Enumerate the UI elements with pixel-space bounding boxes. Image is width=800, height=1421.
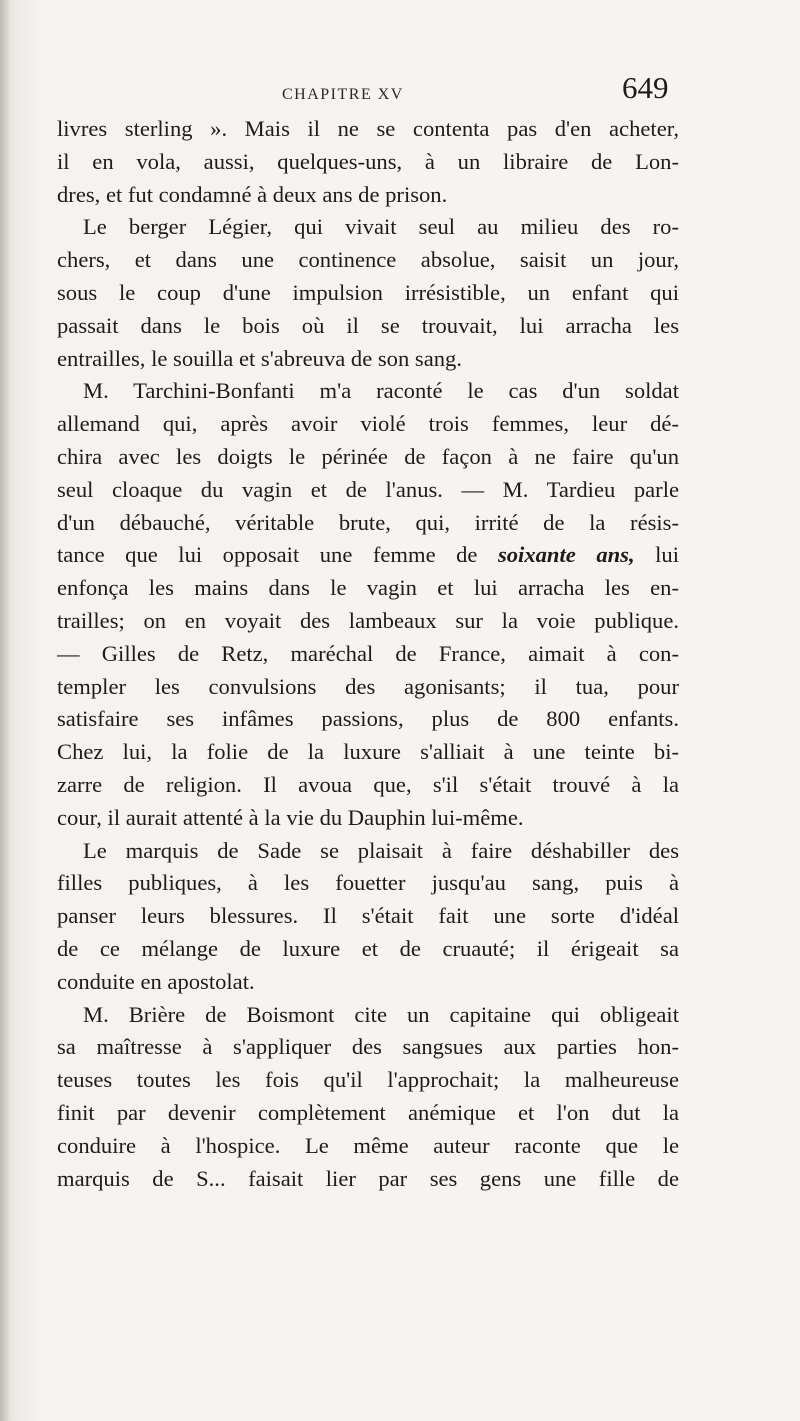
text-run: lui <box>634 542 679 568</box>
text-line: passait dans le bois où il se trouvait, lui arracha les <box>57 312 679 338</box>
text-line: Le marquis de Sade se plaisait à faire déshabiller des <box>83 837 679 863</box>
text-line: zarre de religion. Il avoua que, s'il s'était trouvé à la <box>57 771 679 797</box>
text-line: marquis de S... faisait lier par ses gens une fille de <box>57 1165 679 1191</box>
text-line: panser leurs blessures. Il s'était fait une sorte d'idéal <box>57 903 679 929</box>
binding-gutter-shadow <box>0 0 10 1421</box>
text-line <box>57 539 679 572</box>
text-line: dres, et fut condamné à deux ans de prison. <box>57 181 448 207</box>
text-line: il en vola, aussi, quelques-uns, à un libraire de Lon- <box>57 148 679 174</box>
text-run: tance que lui opposait une femme de <box>57 542 498 568</box>
text-line: conduite en apostolat. <box>57 968 255 994</box>
text-line: chers, et dans une continence absolue, saisit un jour, <box>57 247 679 273</box>
text-line: teuses toutes les fois qu'il l'approchait; la malheureuse <box>57 1067 679 1093</box>
text-line: enfonça les mains dans le vagin et lui arracha les en- <box>57 575 679 601</box>
text-line: satisfaire ses infâmes passions, plus de 800 enfants. <box>57 706 679 732</box>
emphasis-text: soixante ans, <box>497 542 635 568</box>
text-line: chira avec les doigts le périnée de façon à ne faire qu'un <box>57 443 679 469</box>
text-line: entrailles, le souilla et s'abreuva de son sang. <box>57 345 462 371</box>
text-line: M. Tarchini-Bonfanti m'a raconté le cas d'un soldat <box>83 378 679 404</box>
body-text <box>57 113 679 1195</box>
text-line: de ce mélange de luxure et de cruauté; il érigeait sa <box>57 935 679 961</box>
page-number: 649 <box>622 70 669 105</box>
text-line: Chez lui, la folie de la luxure s'alliait à une teinte bi- <box>57 739 679 765</box>
text-line: — Gilles de Retz, maréchal de France, aimait à con- <box>57 640 679 666</box>
text-line: Le berger Légier, qui vivait seul au milieu des ro- <box>83 214 679 240</box>
text-line: templer les convulsions des agonisants; il tua, pour <box>57 673 679 699</box>
text-line: seul cloaque du vagin et de l'anus. — M. Tardieu parle <box>57 476 679 502</box>
text-line: d'un débauché, véritable brute, qui, irrité de la résis- <box>57 509 679 535</box>
text-line: trailles; on en voyait des lambeaux sur la voie publique. <box>57 607 679 633</box>
running-head: CHAPITRE XV <box>282 86 404 103</box>
text-line: cour, il aurait attenté à la vie du Dauphin lui-même. <box>57 804 524 830</box>
text-line: sa maîtresse à s'appliquer des sangsues aux parties hon- <box>57 1034 679 1060</box>
text-line: sous le coup d'une impulsion irrésistible, un enfant qui <box>57 279 679 305</box>
text-line: finit par devenir complètement anémique et l'on dut la <box>57 1099 679 1125</box>
text-line: filles publiques, à les fouetter jusqu'au sang, puis à <box>57 870 679 896</box>
text-line: livres sterling ». Mais il ne se contenta pas d'en acheter, <box>57 116 679 141</box>
text-line: conduire à l'hospice. Le même auteur raconte que le <box>57 1132 679 1158</box>
text-line: M. Brière de Boismont cite un capitaine qui obligeait <box>83 1001 679 1027</box>
text-line: allemand qui, après avoir violé trois femmes, leur dé- <box>57 411 679 437</box>
